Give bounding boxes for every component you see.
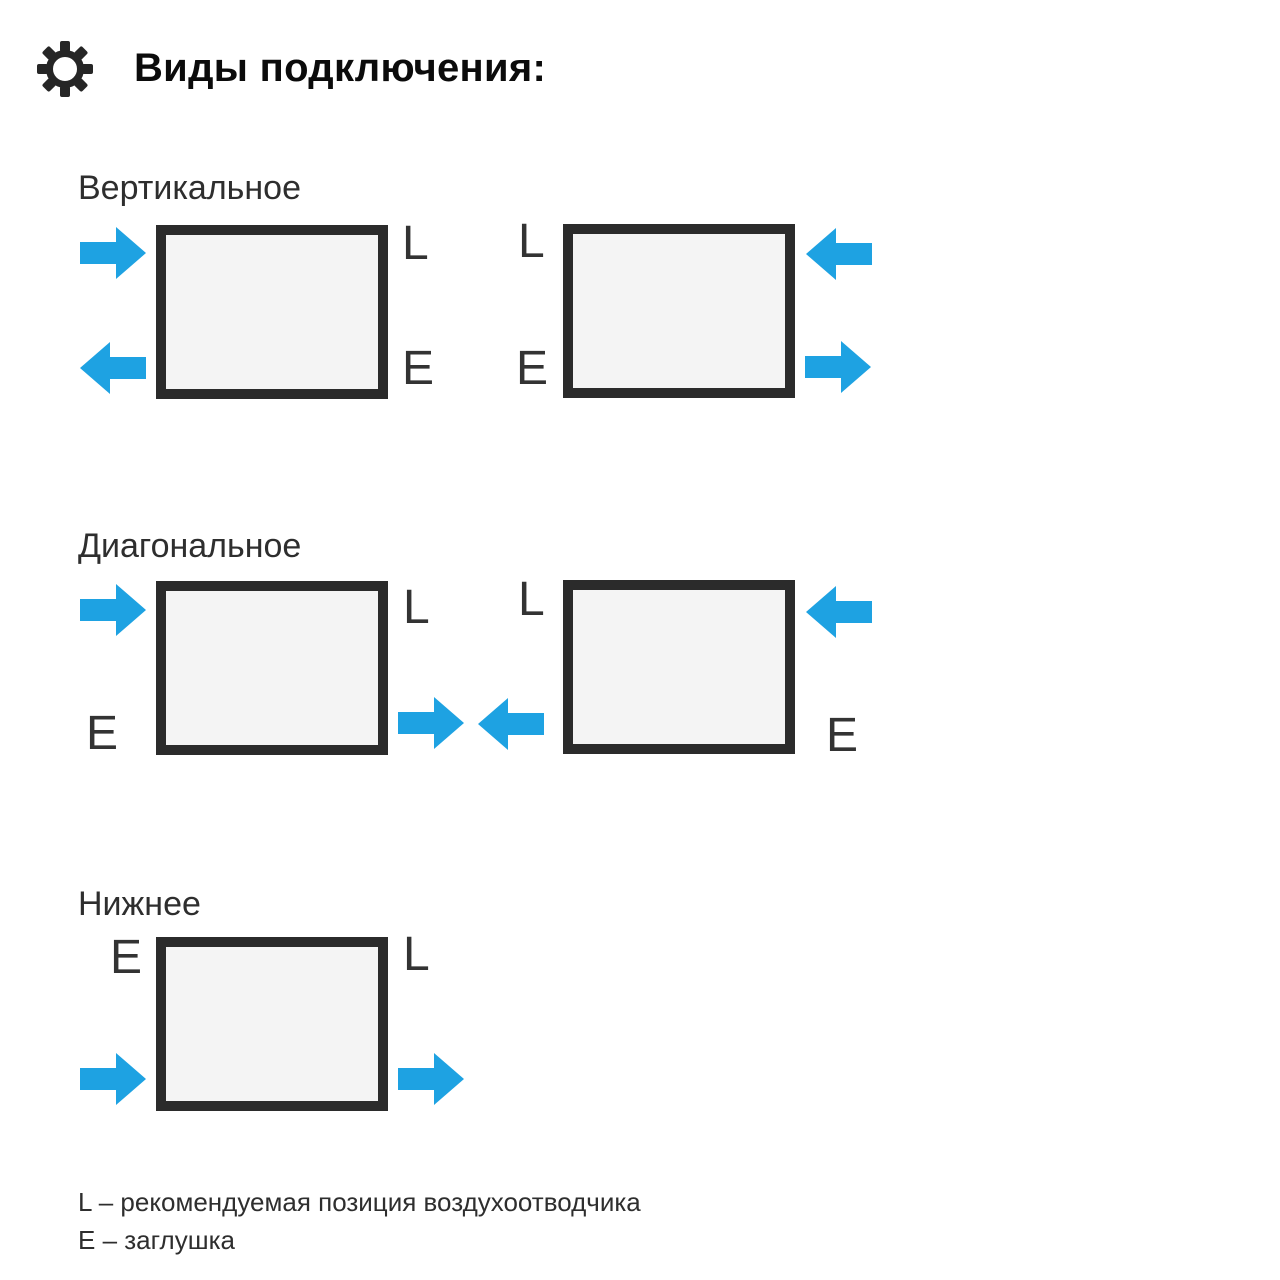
port-label-l: L [403, 581, 430, 634]
arrow-right-icon [398, 697, 464, 749]
arrow-left-icon [478, 698, 544, 750]
arrow-right-icon [80, 227, 146, 279]
section-label-bottom: Нижнее [78, 885, 201, 923]
arrow-right-icon [805, 341, 871, 393]
legend-line-l: L – рекомендуемая позиция воздухоотводчика [78, 1187, 641, 1217]
port-label-l: L [402, 217, 429, 270]
arrow-left-icon [806, 228, 872, 280]
radiator-frame [156, 225, 388, 399]
radiator-frame [563, 224, 795, 398]
port-label-e: E [86, 707, 119, 760]
port-label-l: L [518, 573, 545, 626]
arrow-right-icon [80, 584, 146, 636]
section-label-diagonal: Диагональное [78, 527, 302, 565]
arrow-right-icon [398, 1053, 464, 1105]
page-title: Виды подключения: [134, 46, 547, 90]
radiator-frame [156, 581, 388, 755]
legend-line-e: E – заглушка [78, 1225, 235, 1255]
arrow-left-icon [80, 342, 146, 394]
radiator-frame [156, 937, 388, 1111]
arrow-right-icon [80, 1053, 146, 1105]
port-label-l: L [403, 928, 430, 981]
port-label-e: E [826, 709, 859, 762]
port-label-e: E [516, 342, 549, 395]
radiator-frame [563, 580, 795, 754]
section-label-vertical: Вертикальное [78, 169, 301, 207]
port-label-e: E [402, 342, 435, 395]
gear-icon [36, 40, 94, 98]
port-label-l: L [518, 215, 545, 268]
port-label-e: E [110, 931, 143, 984]
arrow-left-icon [806, 586, 872, 638]
